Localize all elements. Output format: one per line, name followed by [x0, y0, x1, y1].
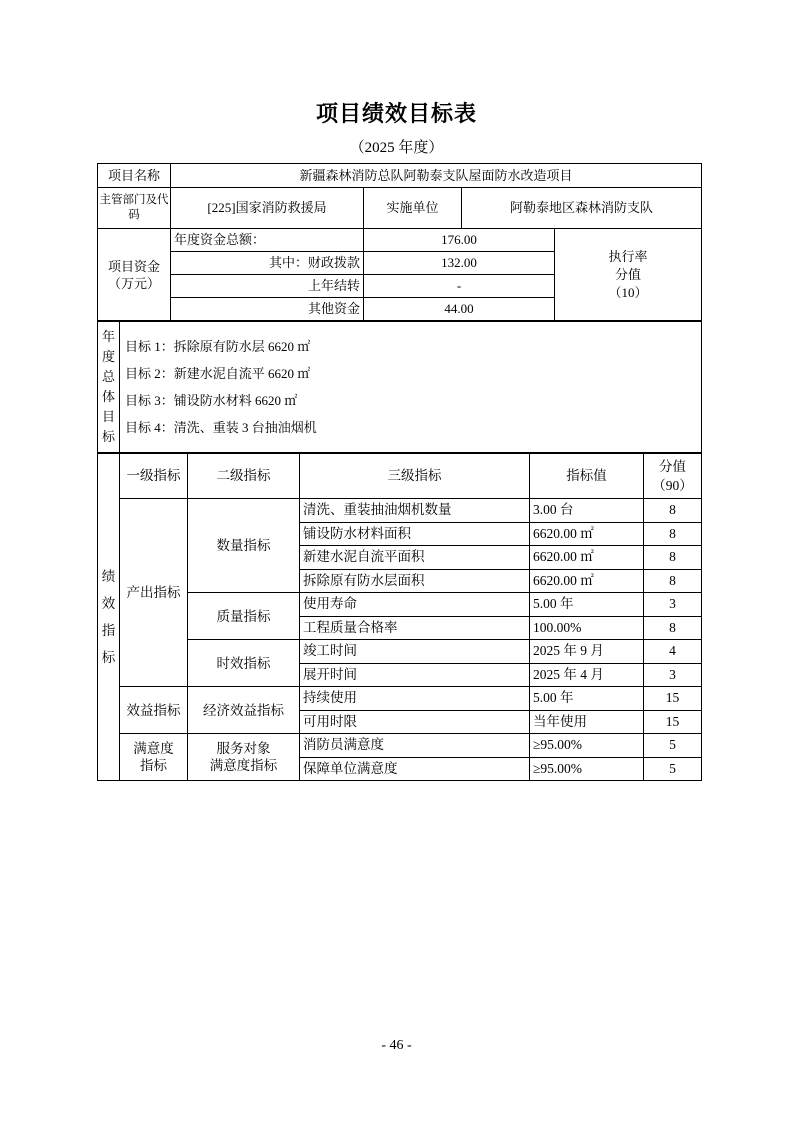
performance-indicators-table — [97, 453, 702, 781]
indicator-name: 保障单位满意度 — [300, 757, 530, 781]
level1-line: 产出指标 — [126, 585, 181, 600]
exec-rate-line: 分值 — [615, 266, 642, 282]
indicator-name: 持续使用 — [300, 687, 530, 711]
header-value: 指标值 — [530, 454, 644, 499]
indicator-score: 4 — [644, 640, 702, 664]
impl-unit-value: 阿勒泰地区森林消防支队 — [462, 188, 702, 229]
table-row — [98, 454, 702, 499]
goal-item: 目标 4：清洗、重装 3 台抽油烟机 — [125, 420, 317, 435]
header-level2: 二级指标 — [188, 454, 300, 499]
indicator-value: 6620.00 ㎡ — [530, 522, 644, 546]
indicator-value: 3.00 台 — [530, 499, 644, 523]
level2-line: 时效指标 — [216, 655, 271, 671]
level2-group-quantity — [188, 499, 300, 593]
indicator-value: 5.00 年 — [530, 687, 644, 711]
indicator-value: 5.00 年 — [530, 593, 644, 617]
level1-line: 效益指标 — [126, 702, 181, 718]
page-number: - 46 - — [381, 1038, 412, 1053]
funding-label-line: 项目资金 — [107, 258, 160, 274]
indicator-value: 2025 年 4 月 — [530, 663, 644, 687]
level1-line: 满意度 — [133, 741, 174, 756]
indicator-name: 工程质量合格率 — [300, 616, 530, 640]
level2-line: 满意度指标 — [209, 758, 278, 773]
indicator-value: 当年使用 — [530, 710, 644, 734]
header-score-line: （90） — [652, 478, 693, 493]
annual-goals-table — [97, 321, 702, 453]
header-level3: 三级指标 — [300, 454, 530, 499]
funding-item-label: 上年结转 — [171, 275, 364, 298]
project-name-label: 项目名称 — [98, 164, 171, 188]
indicator-score: 8 — [644, 569, 702, 593]
indicator-name: 消防员满意度 — [300, 734, 530, 758]
level2-group-service-target — [188, 734, 300, 781]
level1-line: 指标 — [140, 758, 167, 773]
indicator-score: 3 — [644, 593, 702, 617]
table-row — [98, 229, 702, 252]
table-row — [98, 164, 702, 188]
indicator-score: 8 — [644, 616, 702, 640]
funding-item-label: 其中：财政拨款 — [171, 252, 364, 275]
funding-item-value: 176.00 — [364, 229, 555, 252]
level2-line: 经济效益指标 — [203, 702, 284, 718]
project-info-table — [97, 163, 702, 321]
indicator-name: 新建水泥自流平面积 — [300, 546, 530, 570]
indicator-name: 使用寿命 — [300, 593, 530, 617]
level1-group-output — [120, 499, 188, 687]
indicator-score: 15 — [644, 687, 702, 711]
goal-item: 目标 2：新建水泥自流平 6620 ㎡ — [125, 366, 311, 381]
exec-rate-line: （10） — [608, 284, 648, 300]
level2-line: 服务对象 — [216, 741, 271, 756]
indicator-score: 3 — [644, 663, 702, 687]
exec-rate-line: 执行率 — [608, 248, 648, 264]
funding-item-label: 年度资金总额： — [171, 229, 364, 252]
table-row — [98, 687, 702, 711]
annual-goals-content — [120, 322, 702, 453]
level2-line: 质量指标 — [216, 608, 271, 624]
indicator-value: 6620.00 ㎡ — [530, 546, 644, 570]
indicator-value: 6620.00 ㎡ — [530, 569, 644, 593]
table-row — [98, 640, 702, 664]
page-subtitle: （2025 年度） — [349, 140, 444, 156]
funding-item-label: 其他资金 — [171, 298, 364, 321]
indicator-score: 8 — [644, 499, 702, 523]
level2-line: 数量指标 — [216, 538, 271, 553]
funding-item-value: - — [364, 275, 555, 298]
indicator-score: 8 — [644, 522, 702, 546]
indicator-score: 5 — [644, 757, 702, 781]
header-score-line: 分值 — [659, 459, 686, 474]
level1-group-satisfaction — [120, 734, 188, 781]
goal-item: 目标 3：铺设防水材料 6620 ㎡ — [125, 393, 298, 408]
exec-rate-score-label — [555, 229, 702, 321]
funding-section-label — [98, 229, 171, 321]
indicator-value: 100.00% — [530, 616, 644, 640]
indicator-name: 可用时限 — [300, 710, 530, 734]
indicator-name: 清洗、重装抽油烟机数量 — [300, 499, 530, 523]
table-row — [98, 188, 702, 229]
table-row — [98, 593, 702, 617]
page-title: 项目绩效目标表 — [315, 101, 477, 126]
indicator-name: 展开时间 — [300, 663, 530, 687]
tables-container — [97, 163, 701, 781]
table-row — [98, 734, 702, 758]
level2-group-timeliness — [188, 640, 300, 687]
impl-unit-label: 实施单位 — [364, 188, 462, 229]
table-row — [98, 322, 702, 453]
level2-group-quality — [188, 593, 300, 640]
funding-item-value: 44.00 — [364, 298, 555, 321]
indicator-score: 15 — [644, 710, 702, 734]
dept-code-label: 主管部门及代码 — [98, 188, 171, 229]
indicator-score: 5 — [644, 734, 702, 758]
indicator-name: 拆除原有防水层面积 — [300, 569, 530, 593]
project-name-value: 新疆森林消防总队阿勒泰支队屋面防水改造项目 — [171, 164, 702, 188]
annual-goals-side-label: 年度总体目标 — [98, 322, 120, 453]
indicator-value: ≥95.00% — [530, 757, 644, 781]
indicator-value: 2025 年 9 月 — [530, 640, 644, 664]
indicator-name: 竣工时间 — [300, 640, 530, 664]
level1-group-benefit — [120, 687, 188, 734]
table-row — [98, 499, 702, 523]
header-score — [644, 454, 702, 499]
level2-group-economic — [188, 687, 300, 734]
goal-item: 目标 1：拆除原有防水层 6620 ㎡ — [125, 339, 311, 354]
indicators-side-label: 绩效指标 — [98, 454, 120, 781]
indicator-value: ≥95.00% — [530, 734, 644, 758]
indicator-name: 铺设防水材料面积 — [300, 522, 530, 546]
funding-label-line: （万元） — [107, 275, 160, 291]
dept-value: [225]国家消防救援局 — [171, 188, 364, 229]
indicator-score: 8 — [644, 546, 702, 570]
header-level1: 一级指标 — [120, 454, 188, 499]
funding-item-value: 132.00 — [364, 252, 555, 275]
